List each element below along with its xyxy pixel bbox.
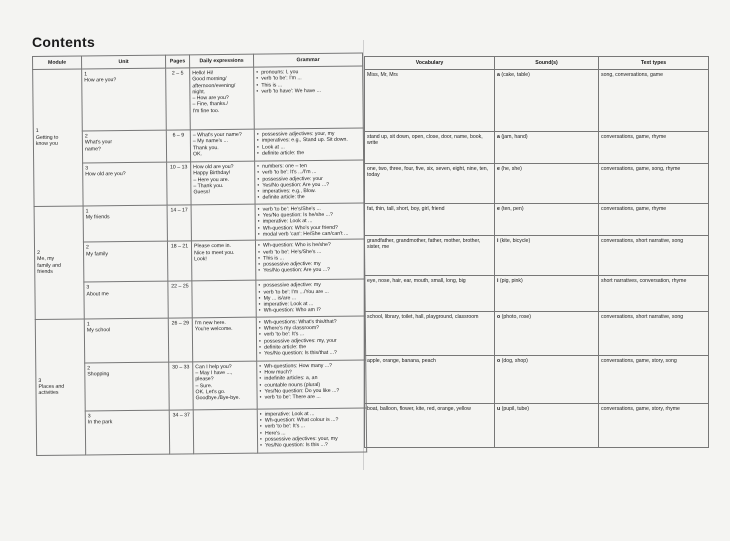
unit-cell: [83, 241, 167, 282]
grammar-list: [259, 318, 363, 357]
contents-table-left: [32, 53, 367, 456]
sound-cell: [495, 312, 599, 356]
vocabulary-cell: school, library, toilet, hall, playground, classroom: [365, 312, 495, 356]
unit-cell: [85, 410, 169, 455]
sound-letter: e: [497, 206, 500, 212]
grammar-item: • possessive adjectives: my, your: [264, 337, 363, 344]
unit-cell: [82, 68, 167, 131]
header-text-types: Text types: [599, 57, 709, 70]
pages-cell: 26 – 29: [168, 318, 192, 362]
unit-label-line: In the park: [87, 419, 113, 426]
expression-line: How old are you?: [193, 163, 234, 171]
expression-line: Guess!: [193, 189, 210, 196]
sound-words: (jam, hand): [501, 134, 528, 140]
unit-row-right: [365, 276, 709, 312]
sound-letter: i: [497, 238, 499, 244]
pages-cell: 30 – 33: [169, 362, 194, 410]
unit-label-line: 2: [84, 133, 88, 140]
sound-cell: [495, 132, 599, 164]
grammar-list: [256, 69, 360, 95]
sound-letter: u: [497, 406, 501, 412]
grammar-item: • verb 'to be': It's ...: [264, 331, 363, 338]
expressions-cell: [191, 204, 255, 241]
grammar-item: • My ... is/are ...: [264, 294, 363, 301]
unit-row: [34, 239, 364, 282]
unit-label-line: Shopping: [87, 371, 110, 378]
grammar-cell: [254, 128, 363, 161]
expression-line: – Fine, thanks./: [192, 101, 229, 108]
unit-row: [34, 160, 364, 206]
sound-letter: a: [497, 72, 500, 78]
pages-cell: 18 – 21: [167, 241, 191, 281]
pages-cell: 14 – 17: [167, 205, 191, 242]
grammar-item: • verb 'to be': He's/She's ...: [263, 248, 362, 255]
grammar-item: • definite article: the: [262, 149, 361, 156]
grammar-item: • Where's my classroom?: [264, 325, 363, 332]
unit-cell: [83, 162, 167, 206]
header-sounds: Sound(s): [495, 57, 599, 70]
expression-line: Hello! Hi!: [192, 70, 214, 77]
grammar-item: • possessive adjectives: your, my: [265, 435, 364, 442]
header-grammar: Grammar: [253, 53, 362, 67]
sound-letter: o: [497, 314, 501, 320]
unit-label-line: How are you?: [84, 77, 117, 84]
grammar-item: • verb 'to have': We have ...: [261, 87, 360, 94]
expression-line: Good morning/: [192, 76, 227, 83]
right-header-row: [365, 57, 709, 70]
grammar-item: • Yes/No question: Are you ...?: [263, 267, 362, 274]
sound-words: (photo, rose): [501, 314, 532, 320]
text-types-cell: conversations, game, rhyme: [599, 132, 709, 164]
module-label-line: 3: [38, 377, 42, 384]
grammar-cell: [255, 239, 364, 280]
sound-words: (he, she): [501, 166, 522, 172]
module-label-line: Getting to: [35, 134, 59, 141]
unit-row-right: [365, 312, 709, 356]
unit-label-line: 1: [86, 321, 90, 328]
expression-line: – Sure.: [195, 382, 213, 389]
unit-row: [36, 360, 366, 411]
grammar-list: [258, 282, 362, 315]
unit-label-line: What's your: [84, 139, 113, 146]
expression-line: Happy Birthday!: [193, 170, 231, 177]
grammar-item: • verb 'to be': It's .../I'm ...: [262, 169, 361, 176]
text-types-cell: conversations, game, rhyme: [599, 204, 709, 236]
unit-cell: [85, 362, 169, 411]
unit-label-line: 3: [85, 165, 89, 172]
grammar-item: • pronouns: I, you: [261, 69, 360, 76]
unit-label-line: 1: [85, 208, 89, 215]
grammar-item: • countable nouns (plural): [264, 381, 363, 388]
unit-row-right: [365, 204, 709, 236]
sound-words: (kite, bicycle): [499, 238, 531, 244]
module-cell: [33, 69, 83, 206]
expression-line: – What's your name?: [192, 131, 242, 139]
unit-label-line: My friends: [85, 214, 110, 221]
grammar-item: • Wh-question: What colour is ...?: [265, 417, 364, 424]
vocabulary-cell: Miss, Mr, Mrs: [365, 70, 495, 132]
text-types-cell: conversations, game, story, rhyme: [599, 404, 709, 448]
text-types-cell: conversations, game, song, rhyme: [599, 164, 709, 204]
module-label-line: friends: [37, 268, 53, 276]
page-title: Contents: [32, 34, 96, 50]
grammar-item: • indefinite articles: a, an: [264, 375, 363, 382]
expression-line: – How are you?: [192, 95, 229, 102]
sound-cell: [495, 236, 599, 276]
grammar-item: • imperatives: e.g., Stand up. Sit down.: [262, 137, 361, 144]
expression-line: Thank you.: [192, 144, 219, 151]
unit-row-right: [365, 164, 709, 204]
grammar-item: • numbers: one – ten: [262, 163, 361, 170]
grammar-cell: [257, 408, 366, 453]
unit-cell: [84, 318, 168, 363]
grammar-item: • possessive adjective: your: [262, 175, 361, 182]
unit-row: [33, 66, 364, 131]
expressions-cell: [192, 280, 256, 317]
grammar-list: [258, 205, 362, 238]
expressions-cell: [193, 409, 257, 454]
text-types-cell: song, conversations, game: [599, 70, 709, 132]
unit-cell: [82, 130, 166, 163]
expressions-cell: [192, 317, 256, 362]
pages-cell: 34 – 37: [169, 410, 193, 454]
sound-letter: i: [497, 278, 499, 284]
unit-row: [34, 203, 364, 243]
expression-line: I'm fine too.: [192, 107, 220, 115]
pages-cell: 2 – 5: [166, 68, 191, 130]
unit-label-line: My school: [86, 327, 111, 334]
unit-row-right: [365, 404, 709, 448]
vocabulary-cell: apple, orange, banana, peach: [365, 356, 495, 404]
expression-line: Please come in.: [193, 243, 231, 250]
grammar-item: • This is ...: [263, 254, 362, 261]
module-label-line: activities: [38, 390, 59, 397]
sound-words: (dog, shop): [501, 358, 528, 364]
grammar-item: • possessive adjective: my: [263, 261, 362, 268]
grammar-item: • verb 'to be': There are ...: [265, 394, 364, 401]
grammar-item: • definite article: the: [264, 343, 363, 350]
expression-line: – Thank you.: [193, 182, 224, 190]
module-cell: [34, 206, 84, 319]
text-types-cell: conversations, game, story, song: [599, 356, 709, 404]
unit-cell: [83, 205, 167, 242]
unit-row: [35, 279, 365, 319]
expression-line: night.: [192, 89, 206, 96]
header-vocabulary: Vocabulary: [365, 57, 495, 70]
grammar-cell: [254, 66, 364, 129]
sound-words: (cake, table): [501, 72, 530, 78]
unit-label-line: 3: [86, 284, 90, 291]
grammar-cell: [255, 203, 364, 241]
module-label-line: Me, my: [37, 256, 55, 263]
sound-letter: o: [497, 358, 501, 364]
grammar-item: • Yes/No question: Are you ...?: [262, 181, 361, 188]
unit-cell: [84, 281, 168, 318]
vocabulary-cell: grandfather, grandmother, father, mother, brother, sister, me: [365, 236, 495, 276]
pages-cell: 6 – 9: [166, 130, 190, 162]
header-module: Module: [33, 56, 82, 70]
grammar-item: • Yes/No question: Is this/that ...?: [264, 350, 363, 357]
grammar-item: • verb 'to be': It's ...: [265, 423, 364, 430]
expression-line: OK.: [193, 151, 203, 158]
grammar-item: • verb 'to be': I'm .../You are ...: [263, 288, 362, 295]
grammar-item: • verb 'to be': He's/She's ...: [263, 205, 362, 212]
module-label-line: know you: [35, 140, 58, 147]
expression-line: OK. Let's go.: [195, 388, 226, 396]
vocabulary-cell: fat, thin, tall, short, boy, girl, friend: [365, 204, 495, 236]
grammar-cell: [256, 279, 365, 317]
pages-cell: 22 – 25: [168, 281, 192, 318]
grammar-item: • imperative: Look at ...: [264, 301, 363, 308]
expression-line: I'm new here.: [194, 319, 226, 327]
unit-row-right: [365, 132, 709, 164]
unit-row: [35, 316, 365, 363]
grammar-item: • Look at ...: [262, 143, 361, 150]
vocabulary-cell: one, two, three, four, five, six, seven, eight, nine, ten, today: [365, 164, 495, 204]
expression-line: – My name's ...: [192, 138, 228, 145]
header-unit: Unit: [82, 55, 166, 69]
unit-label-line: My family: [86, 250, 109, 258]
grammar-item: • Wh-question: Who am I?: [264, 307, 363, 314]
text-types-cell: conversations, short narrative, song: [599, 312, 709, 356]
vocabulary-cell: stand up, sit down, open, close, door, name, book, write: [365, 132, 495, 164]
sound-letter: a: [497, 134, 500, 140]
grammar-item: • modal verb 'can': He/She can/can't ...: [263, 231, 362, 238]
sound-words: (pupil, tube): [501, 406, 530, 412]
unit-row: [33, 128, 363, 163]
grammar-item: • possessive adjectives: your, my: [262, 131, 361, 138]
text-types-cell: short narratives, conversation, rhyme: [599, 276, 709, 312]
header-pages: Pages: [165, 55, 189, 68]
expression-line: afternoon/evening/: [192, 82, 236, 89]
pages-cell: 10 – 13: [167, 162, 191, 205]
vocabulary-cell: eye, nose, hair, ear, mouth, small, long, big: [365, 276, 495, 312]
grammar-cell: [257, 360, 366, 409]
grammar-item: • This is ...: [261, 81, 360, 88]
unit-row-right: [365, 236, 709, 276]
unit-label-line: name?: [84, 145, 101, 153]
grammar-list: [257, 131, 361, 157]
expression-line: Can I help you?: [195, 363, 232, 371]
grammar-item: • Yes/No question: Is this ...?: [265, 442, 364, 449]
grammar-item: • How much?: [264, 369, 363, 376]
grammar-item: • Yes/No question: Is he/she ...?: [263, 212, 362, 219]
unit-row: [36, 408, 366, 455]
expression-line: You're welcome.: [194, 325, 233, 333]
grammar-list: [258, 242, 362, 275]
module-label-line: family and: [37, 262, 61, 269]
unit-label-line: 3: [87, 413, 91, 420]
expression-line: Nice to meet you.: [194, 249, 235, 256]
grammar-item: • imperative: Look at ...: [263, 218, 362, 225]
grammar-item: • definite article: the: [262, 194, 361, 201]
unit-row-right: [365, 356, 709, 404]
contents-table-right: [364, 56, 709, 448]
expressions-cell: [191, 161, 255, 204]
expression-line: Look!: [194, 256, 207, 263]
expressions-cell: [190, 67, 255, 130]
unit-label-line: About me: [86, 290, 109, 298]
unit-label-line: How old are you?: [85, 171, 126, 178]
grammar-item: • Wh-question: Who's your friend?: [263, 224, 362, 231]
vocabulary-cell: boat, balloon, flower, kite, red, orange, yellow: [365, 404, 495, 448]
grammar-list: [259, 362, 363, 401]
module-label-line: Places and: [38, 383, 65, 391]
sound-cell: [495, 276, 599, 312]
expressions-cell: [193, 361, 257, 410]
grammar-item: • Wh-question: Who is he/she?: [263, 242, 362, 249]
grammar-cell: [256, 316, 365, 361]
header-daily-expressions: Daily expressions: [189, 54, 253, 68]
expression-line: please?: [195, 376, 214, 383]
grammar-item: • imperative: Look at ...: [265, 410, 364, 417]
unit-row-right: [365, 70, 709, 132]
sound-cell: [495, 164, 599, 204]
grammar-item: • Here's ...: [265, 429, 364, 436]
module-cell: [35, 319, 85, 456]
sound-words: (pig, pink): [499, 278, 523, 284]
grammar-item: • imperatives: e.g., Blow.: [262, 188, 361, 195]
sound-letter: e: [497, 166, 500, 172]
grammar-item: • Wh-questions: What's this/that?: [264, 318, 363, 325]
grammar-item: • verb 'to be': I'm ...: [261, 75, 360, 82]
expressions-cell: [191, 240, 255, 281]
expression-line: – Here you are.: [193, 176, 230, 183]
expression-line: Goodbye./Bye-bye.: [195, 395, 241, 402]
text-types-cell: conversations, short narrative, song: [599, 236, 709, 276]
grammar-cell: [255, 160, 364, 204]
module-label-line: 2: [37, 250, 40, 257]
sound-cell: [495, 404, 599, 448]
grammar-list: [260, 410, 364, 449]
unit-label-line: 2: [85, 244, 89, 251]
grammar-list: [257, 163, 361, 202]
expressions-cell: [190, 129, 254, 162]
sound-words: (ten, pen): [501, 206, 524, 212]
grammar-item: • Yes/No question: Do you like ...?: [264, 387, 363, 394]
module-label-line: 1: [35, 128, 39, 135]
unit-label-line: 2: [87, 365, 91, 372]
sound-cell: [495, 204, 599, 236]
grammar-item: • Wh-questions: How many ...?: [264, 362, 363, 369]
grammar-item: • possessive adjective: my: [263, 282, 362, 289]
unit-label-line: 1: [84, 71, 88, 78]
sound-cell: [495, 356, 599, 404]
sound-cell: [495, 70, 599, 132]
expression-line: – May I have ...,: [195, 369, 233, 377]
